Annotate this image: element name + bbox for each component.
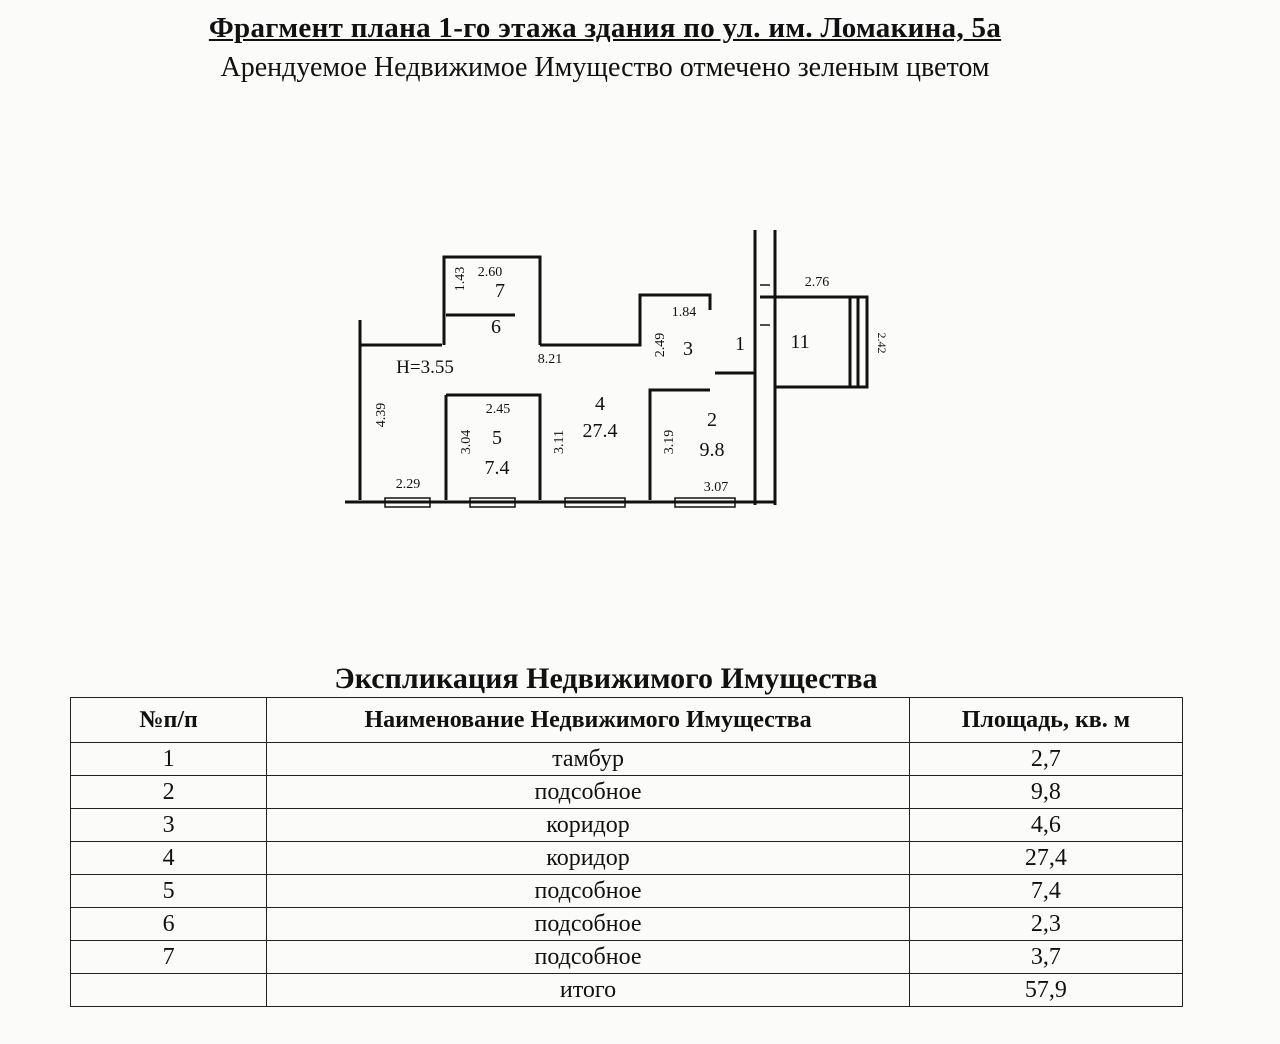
room-4-label: 4 bbox=[595, 393, 605, 415]
room-3-label: 3 bbox=[683, 338, 693, 360]
room-2-label: 2 bbox=[707, 409, 717, 431]
dimension-label: 3.04 bbox=[459, 429, 474, 455]
row-area: 2,7 bbox=[909, 743, 1182, 776]
table-row bbox=[71, 875, 1183, 908]
row-area: 7,4 bbox=[909, 875, 1182, 908]
row-number: 2 bbox=[71, 776, 267, 809]
room-6-label: 6 bbox=[491, 316, 501, 338]
row-area: 4,6 bbox=[909, 809, 1182, 842]
table-row bbox=[71, 743, 1183, 776]
table-total-row bbox=[71, 974, 1183, 1007]
column-header-name: Наименование Недвижимого Имущества bbox=[267, 698, 910, 743]
room-11-label: 11 bbox=[790, 331, 810, 353]
row-number: 6 bbox=[71, 908, 267, 941]
row-area: 9,8 bbox=[909, 776, 1182, 809]
table-row bbox=[71, 842, 1183, 875]
room-1-label: 1 bbox=[735, 333, 745, 355]
row-number: 5 bbox=[71, 875, 267, 908]
room-7-label: 7 bbox=[495, 280, 505, 302]
total-area: 57,9 bbox=[909, 974, 1182, 1007]
dimension-label: 2.60 bbox=[477, 265, 503, 280]
dimension-label: 2.42 bbox=[875, 332, 889, 354]
table-row bbox=[71, 776, 1183, 809]
row-name: подсобное bbox=[267, 908, 910, 941]
dimension-label: 3.19 bbox=[662, 429, 677, 455]
table-row bbox=[71, 941, 1183, 974]
row-area: 27,4 bbox=[909, 842, 1182, 875]
column-header-area: Площадь, кв. м bbox=[909, 698, 1182, 743]
total-label: итого bbox=[267, 974, 910, 1007]
row-name: коридор bbox=[267, 842, 910, 875]
explication-table bbox=[70, 697, 1183, 1007]
ceiling-height-label: Н=3.55 bbox=[396, 357, 454, 378]
page-subtitle: Арендуемое Недвижимое Имущество отмечено зеленым цветом bbox=[220, 52, 990, 83]
explication-title: Экспликация Недвижимого Имущества bbox=[334, 662, 878, 695]
row-name: тамбур bbox=[267, 743, 910, 776]
dimension-label: 2.76 bbox=[804, 275, 830, 290]
dimension-label: 3.11 bbox=[552, 430, 567, 454]
dimension-label: 2.29 bbox=[395, 477, 421, 492]
dimension-label: 3.07 bbox=[703, 480, 729, 495]
table-row bbox=[71, 809, 1183, 842]
dimension-label: 2.49 bbox=[653, 332, 668, 358]
row-area: 2,3 bbox=[909, 908, 1182, 941]
row-name: коридор bbox=[267, 809, 910, 842]
page-title: Фрагмент плана 1-го этажа здания по ул. им. Ломакина, 5а bbox=[208, 12, 1002, 44]
total-number bbox=[71, 974, 267, 1007]
room-5-label: 5 bbox=[492, 427, 502, 449]
column-header-number: №п/п bbox=[71, 698, 267, 743]
row-number: 7 bbox=[71, 941, 267, 974]
row-name: подсобное bbox=[267, 875, 910, 908]
dimension-label: 1.43 bbox=[453, 266, 468, 292]
row-name: подсобное bbox=[267, 776, 910, 809]
row-name: подсобное bbox=[267, 941, 910, 974]
row-area: 3,7 bbox=[909, 941, 1182, 974]
dimension-label: 8.21 bbox=[537, 352, 563, 367]
dimension-label: 4.39 bbox=[374, 402, 389, 428]
table-row bbox=[71, 908, 1183, 941]
room-2-area: 9.8 bbox=[699, 439, 725, 461]
table-header-row bbox=[71, 698, 1183, 743]
row-number: 1 bbox=[71, 743, 267, 776]
porch bbox=[775, 297, 867, 387]
dimension-label: 1.84 bbox=[671, 305, 697, 320]
dimension-label: 2.45 bbox=[485, 402, 511, 417]
row-number: 3 bbox=[71, 809, 267, 842]
room-5-area: 7.4 bbox=[484, 457, 510, 479]
floor-plan bbox=[330, 215, 890, 525]
room-4-area: 27.4 bbox=[582, 420, 618, 442]
row-number: 4 bbox=[71, 842, 267, 875]
